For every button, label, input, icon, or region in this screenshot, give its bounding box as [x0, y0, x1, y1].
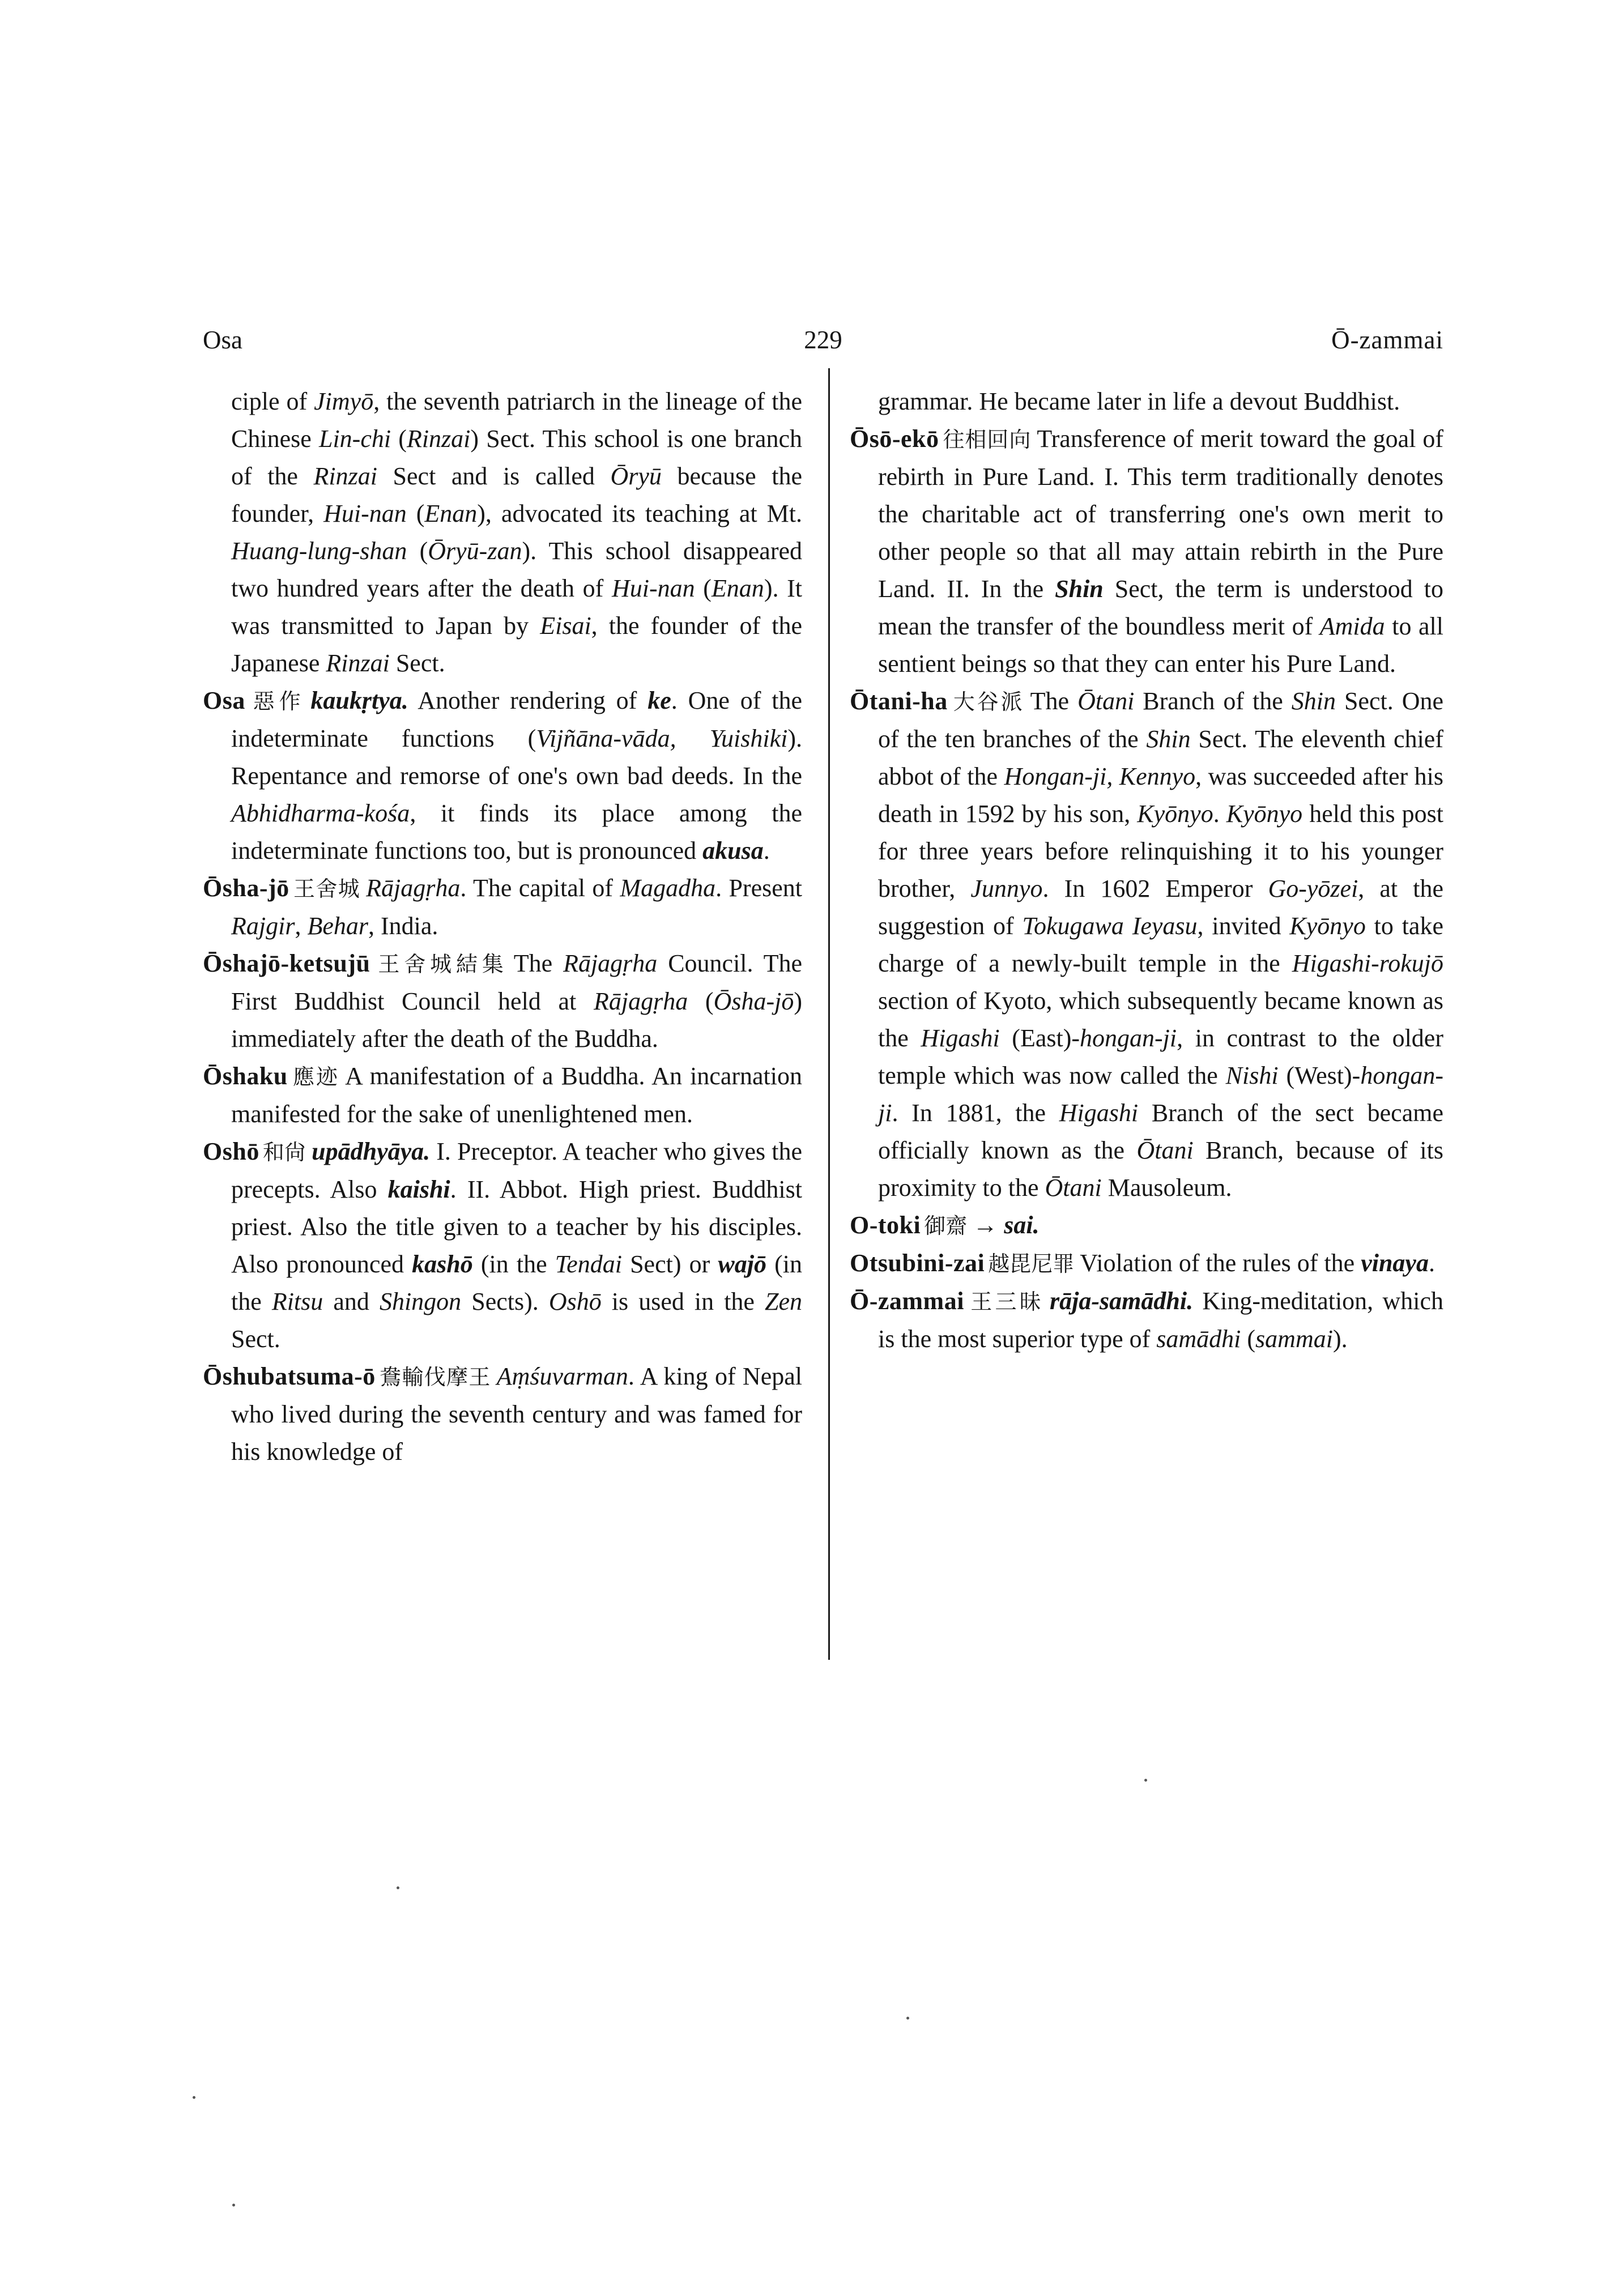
kanji: 鴦輸伐摩王	[378, 1365, 491, 1390]
kanji: 大谷派	[951, 689, 1025, 714]
kanji: 王舍城	[292, 876, 361, 901]
running-head-right: Ō-zammai	[1331, 326, 1443, 354]
kanji: 應迹	[291, 1064, 340, 1089]
entry-o-toki: O-toki 御齋 → sai.	[850, 1211, 1040, 1239]
entry-o-zammai: Ō-zammai 王三昧 rāja-samādhi. King-meditation, which is the most superior type of samādhi (sammai).	[850, 1287, 1443, 1353]
running-head-left: Osa	[203, 326, 242, 354]
kanji: 和尙	[262, 1140, 306, 1165]
scan-speck	[906, 2017, 909, 2020]
headword: Ōsō-ekō	[850, 425, 939, 453]
entry-otani-ha: Ōtani-ha 大谷派 The Ōtani Branch of the Shin Sect. One of the ten branches of the Shin Sect. The eleventh chief abbot of the Hongan-ji, Kennyo, was succeeded after his death in 1592 by his son, Kyōnyo. Kyōnyo held this post for three years before relinquishing it to his younger brother, Junnyo. In 1602 Emperor Go-yōzei, at the suggestion of Tokugawa Ieyasu, invited Kyōnyo to take charge of a newly-built temple in the Higashi-rokujō section of Kyoto, which subsequently became known as the Higashi (East)-hongan-ji, in contrast to the older temple which was now called the Nishi (West)-hongan-ji. In 1881, the Higashi Branch of the sect became officially known as the Ōtani Branch, because of its proximity to the Ōtani Mausoleum.	[850, 687, 1444, 1202]
column-divider	[828, 368, 830, 1660]
kanji: 惡作	[248, 689, 305, 714]
headword: Ōshubatsuma-ō	[203, 1362, 376, 1390]
entry-oshajo-ketsuju: Ōshajō-ketsujū 王舍城結集 The Rājagṛha Council. The First Buddhist Council held at Rājagṛha (Ōsha-jō) immediately after the death of the Buddha.	[203, 949, 803, 1053]
scan-speck	[397, 1886, 399, 1889]
entry-osa: Osa 惡作 kaukṛtya. Another rendering of ke. One of the indeterminate functions (Vijñāna-vāda, Yuishiki). Repentance and remorse of one's own bad deeds. In the Abhidharma-kośa, it finds its place among the indeterminate functions too, but is pronounced akusa.	[203, 687, 802, 864]
headword: Oshō	[203, 1138, 259, 1165]
kanji: 王舍城結集	[373, 952, 508, 977]
entry-oshubatsuma-o: Ōshubatsuma-ō 鴦輸伐摩王 Aṃśuvarman. A king of Nepal who lived during the seventh century and was famed for his knowledge of	[203, 1362, 802, 1466]
kanji: 王三昧	[967, 1289, 1045, 1314]
headword: O-toki	[850, 1211, 921, 1239]
scan-speck	[1144, 1779, 1147, 1782]
scan-speck	[193, 2096, 195, 2099]
scan-speck	[232, 2204, 235, 2206]
entry-otsubini-zai: Otsubini-zai 越毘尼罪 Violation of the rules of the vinaya.	[850, 1249, 1435, 1277]
headword: Otsubini-zai	[850, 1249, 985, 1277]
headword: Ōshaku	[203, 1062, 288, 1090]
entry-oshaku: Ōshaku 應迹 A manifestation of a Buddha. An incarnation manifested for the sake of unenlightened men.	[203, 1062, 802, 1128]
entry-continuation: ciple of Jimyō, the seventh patriarch in the lineage of the Chinese Lin-chi (Rinzai) Sect. This school is one branch of the Rinzai Sect and is called Ōryū because the founder, Hui-nan (Enan), advocated its teaching at Mt. Huang-lung-shan (Ōryū-zan). This school disappeared two hundred years after the death of Hui-nan (Enan). It was transmitted to Japan by Eisai, the founder of the Japanese Rinzai Sect.	[231, 387, 803, 677]
entry-continuation: grammar. He became later in life a devout Buddhist.	[878, 387, 1400, 415]
headword: Ōtani-ha	[850, 687, 948, 715]
headword: Ōsha-jō	[203, 874, 289, 902]
entry-oso-eko: Ōsō-ekō 往相回向 Transference of merit toward the goal of rebirth in Pure Land. I. This term traditionally denotes the charitable act of transferring one's own merit to other people so that all may attain rebirth in the Pure Land. II. In the Shin Sect, the term is understood to mean the transfer of the boundless merit of Amida to all sentient beings so that they can enter his Pure Land.	[850, 425, 1443, 678]
right-column	[850, 383, 1443, 1358]
headword: Osa	[203, 687, 245, 714]
kanji: 御齋	[924, 1213, 968, 1238]
entry-osho: Oshō 和尙 upādhyāya. I. Preceptor. A teacher who gives the precepts. Also kaishi. II. Abbot. High priest. Buddhist priest. Also the title given to a teacher by his disciples. Also pronounced kashō (in the Tendai Sect) or wajō (in the Ritsu and Shingon Sects). Oshō is used in the Zen Sect.	[203, 1138, 803, 1353]
page-header	[203, 317, 1443, 363]
headword: Ō-zammai	[850, 1287, 964, 1315]
page-number: 229	[804, 326, 842, 354]
left-column	[203, 383, 802, 1471]
entry-osha-jo: Ōsha-jō 王舍城 Rājagṛha. The capital of Magadha. Present Rajgir, Behar, India.	[203, 874, 802, 940]
kanji: 往相回向	[942, 427, 1032, 452]
headword: Ōshajō-ketsujū	[203, 949, 370, 977]
arrow-icon: →	[973, 1211, 998, 1239]
kanji: 越毘尼罪	[988, 1251, 1075, 1276]
